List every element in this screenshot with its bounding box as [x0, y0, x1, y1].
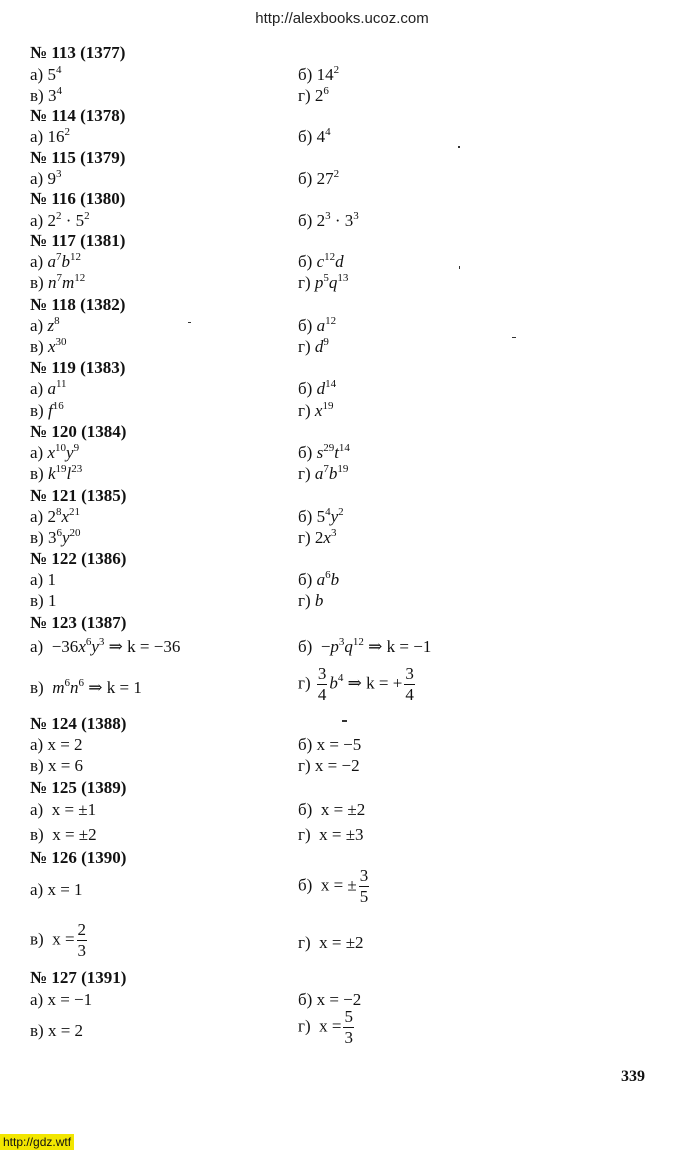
scan-speck	[342, 720, 347, 722]
answer-g: г) b	[298, 591, 324, 610]
fraction: $\frac{5}{3}$	[344, 1007, 353, 1047]
answer-b: б) $2^3 \cdot 3^3$	[298, 210, 359, 230]
problem-title: № 117 (1381)	[30, 231, 126, 250]
answer-a: а) $16^2$	[30, 126, 70, 146]
problem-title: № 119 (1383)	[30, 358, 126, 377]
answer-v: в) $f^{16}$	[30, 400, 64, 420]
answer-v: в) $3^4$	[30, 85, 62, 105]
answer-v: в) $3^6y^{20}$	[30, 527, 81, 547]
answer-a: а) x = 2	[30, 735, 83, 754]
answer-a: а) $9^3$	[30, 168, 62, 188]
answer-a: а) $2^8x^{21}$	[30, 506, 81, 526]
answer-g: г) $a^7b^{19}$	[298, 463, 349, 483]
answer-b: б) $a^6b$	[298, 569, 340, 589]
answer-a: а) x = 1	[30, 880, 83, 899]
answer-g: г) $\frac{3}{4}$ $b^4$ ⇒ k = + $\frac{3}{4}$	[298, 664, 414, 704]
answer-b: б) $a^{12}$	[298, 315, 337, 335]
answer-b: б) $5^4y^2$	[298, 506, 344, 526]
answer-a: а) 1	[30, 570, 56, 589]
answer-b: б) $d^{14}$	[298, 378, 337, 398]
answer-v: в) $k^{19}l^{23}$	[30, 463, 83, 483]
answer-v: в) $m^6n^6$ ⇒ k = 1	[30, 677, 142, 697]
scan-speck	[458, 146, 460, 148]
answer-a: а) $a^7b^{12}$	[30, 251, 81, 271]
problem-title: № 124 (1388)	[30, 714, 127, 733]
problem-title: № 122 (1386)	[30, 549, 127, 568]
answer-g: г) x = $\frac{5}{3}$	[298, 1007, 353, 1047]
problem-title: № 115 (1379)	[30, 148, 126, 167]
answer-a: а) x = ±1	[30, 800, 97, 819]
scan-speck	[188, 322, 191, 323]
answer-b: б) $4^4$	[298, 126, 331, 146]
scan-speck	[459, 266, 460, 269]
answer-v: в) 1	[30, 591, 57, 610]
answer-g: г) $d^9$	[298, 336, 329, 356]
answer-v: в) x = 2	[30, 1021, 84, 1040]
answer-v: в) $x^{30}$	[30, 336, 67, 356]
answer-g: г) x = −2	[298, 756, 360, 775]
problem-title: № 118 (1382)	[30, 295, 126, 314]
problem-title: № 127 (1391)	[30, 968, 127, 987]
page-number: 339	[621, 1068, 645, 1085]
answer-a: а) $2^2 \cdot 5^2$	[30, 210, 90, 230]
answer-v: в) x = ±2	[30, 825, 97, 844]
problem-title: № 126 (1390)	[30, 848, 127, 867]
answer-b: б) $s^{29}t^{14}$	[298, 442, 350, 462]
problem-title: № 113 (1377)	[30, 43, 126, 62]
answer-g: г) x = ±3	[298, 825, 364, 844]
scan-speck	[512, 337, 516, 338]
problem-title: № 114 (1378)	[30, 106, 126, 125]
answer-a: а) $5^4$	[30, 64, 62, 84]
answer-g: г) $x^{19}$	[298, 400, 334, 420]
answer-g: г) $p^5q^{13}$	[298, 272, 349, 292]
fraction: $\frac{3}{5}$	[359, 866, 369, 906]
fraction: $\frac{3}{4}$	[405, 664, 414, 704]
problem-title: № 125 (1389)	[30, 778, 127, 797]
answer-a: а) x = −1	[30, 990, 93, 1009]
answer-b: б) x = −5	[298, 735, 362, 754]
answer-b: б) $c^{12}d$	[298, 251, 344, 271]
answer-b: б) $27^2$	[298, 168, 340, 188]
footer-url[interactable]: http://gdz.wtf	[0, 1134, 74, 1150]
problem-title: № 116 (1380)	[30, 189, 126, 208]
answer-b: б) x = −2	[298, 990, 362, 1009]
header-url: http://alexbooks.ucoz.com	[255, 10, 429, 27]
answer-g: г) $2x^3$	[298, 527, 337, 547]
answer-v: в) $n^7m^{12}$	[30, 272, 86, 292]
answer-a: $а) -36x^6y^3$ ⇒ k = −36	[30, 636, 181, 656]
answer-b: б) x = ±2	[298, 800, 366, 819]
fraction: $\frac{3}{4}$	[317, 664, 327, 704]
answer-a: а) $z^8$	[30, 315, 60, 335]
answer-b: б) $14^2$	[298, 64, 340, 84]
answer-b: б) x = ± $\frac{3}{5}$	[298, 866, 369, 906]
problem-title: № 121 (1385)	[30, 486, 127, 505]
answer-g: г) $2^6$	[298, 85, 329, 105]
answer-v: в) x = $\frac{2}{3}$	[30, 920, 87, 960]
fraction: $\frac{2}{3}$	[77, 920, 87, 960]
answer-a: а) $a^{11}$	[30, 378, 67, 398]
problem-title: № 120 (1384)	[30, 422, 127, 441]
answer-b: $б) -p^3q^{12}$ ⇒ k = −1	[298, 636, 432, 656]
problem-title: № 123 (1387)	[30, 613, 127, 632]
answer-v: в) x = 6	[30, 756, 84, 775]
answer-g: г) x = ±2	[298, 933, 364, 952]
answer-a: а) $x^{10}y^9$	[30, 442, 80, 462]
